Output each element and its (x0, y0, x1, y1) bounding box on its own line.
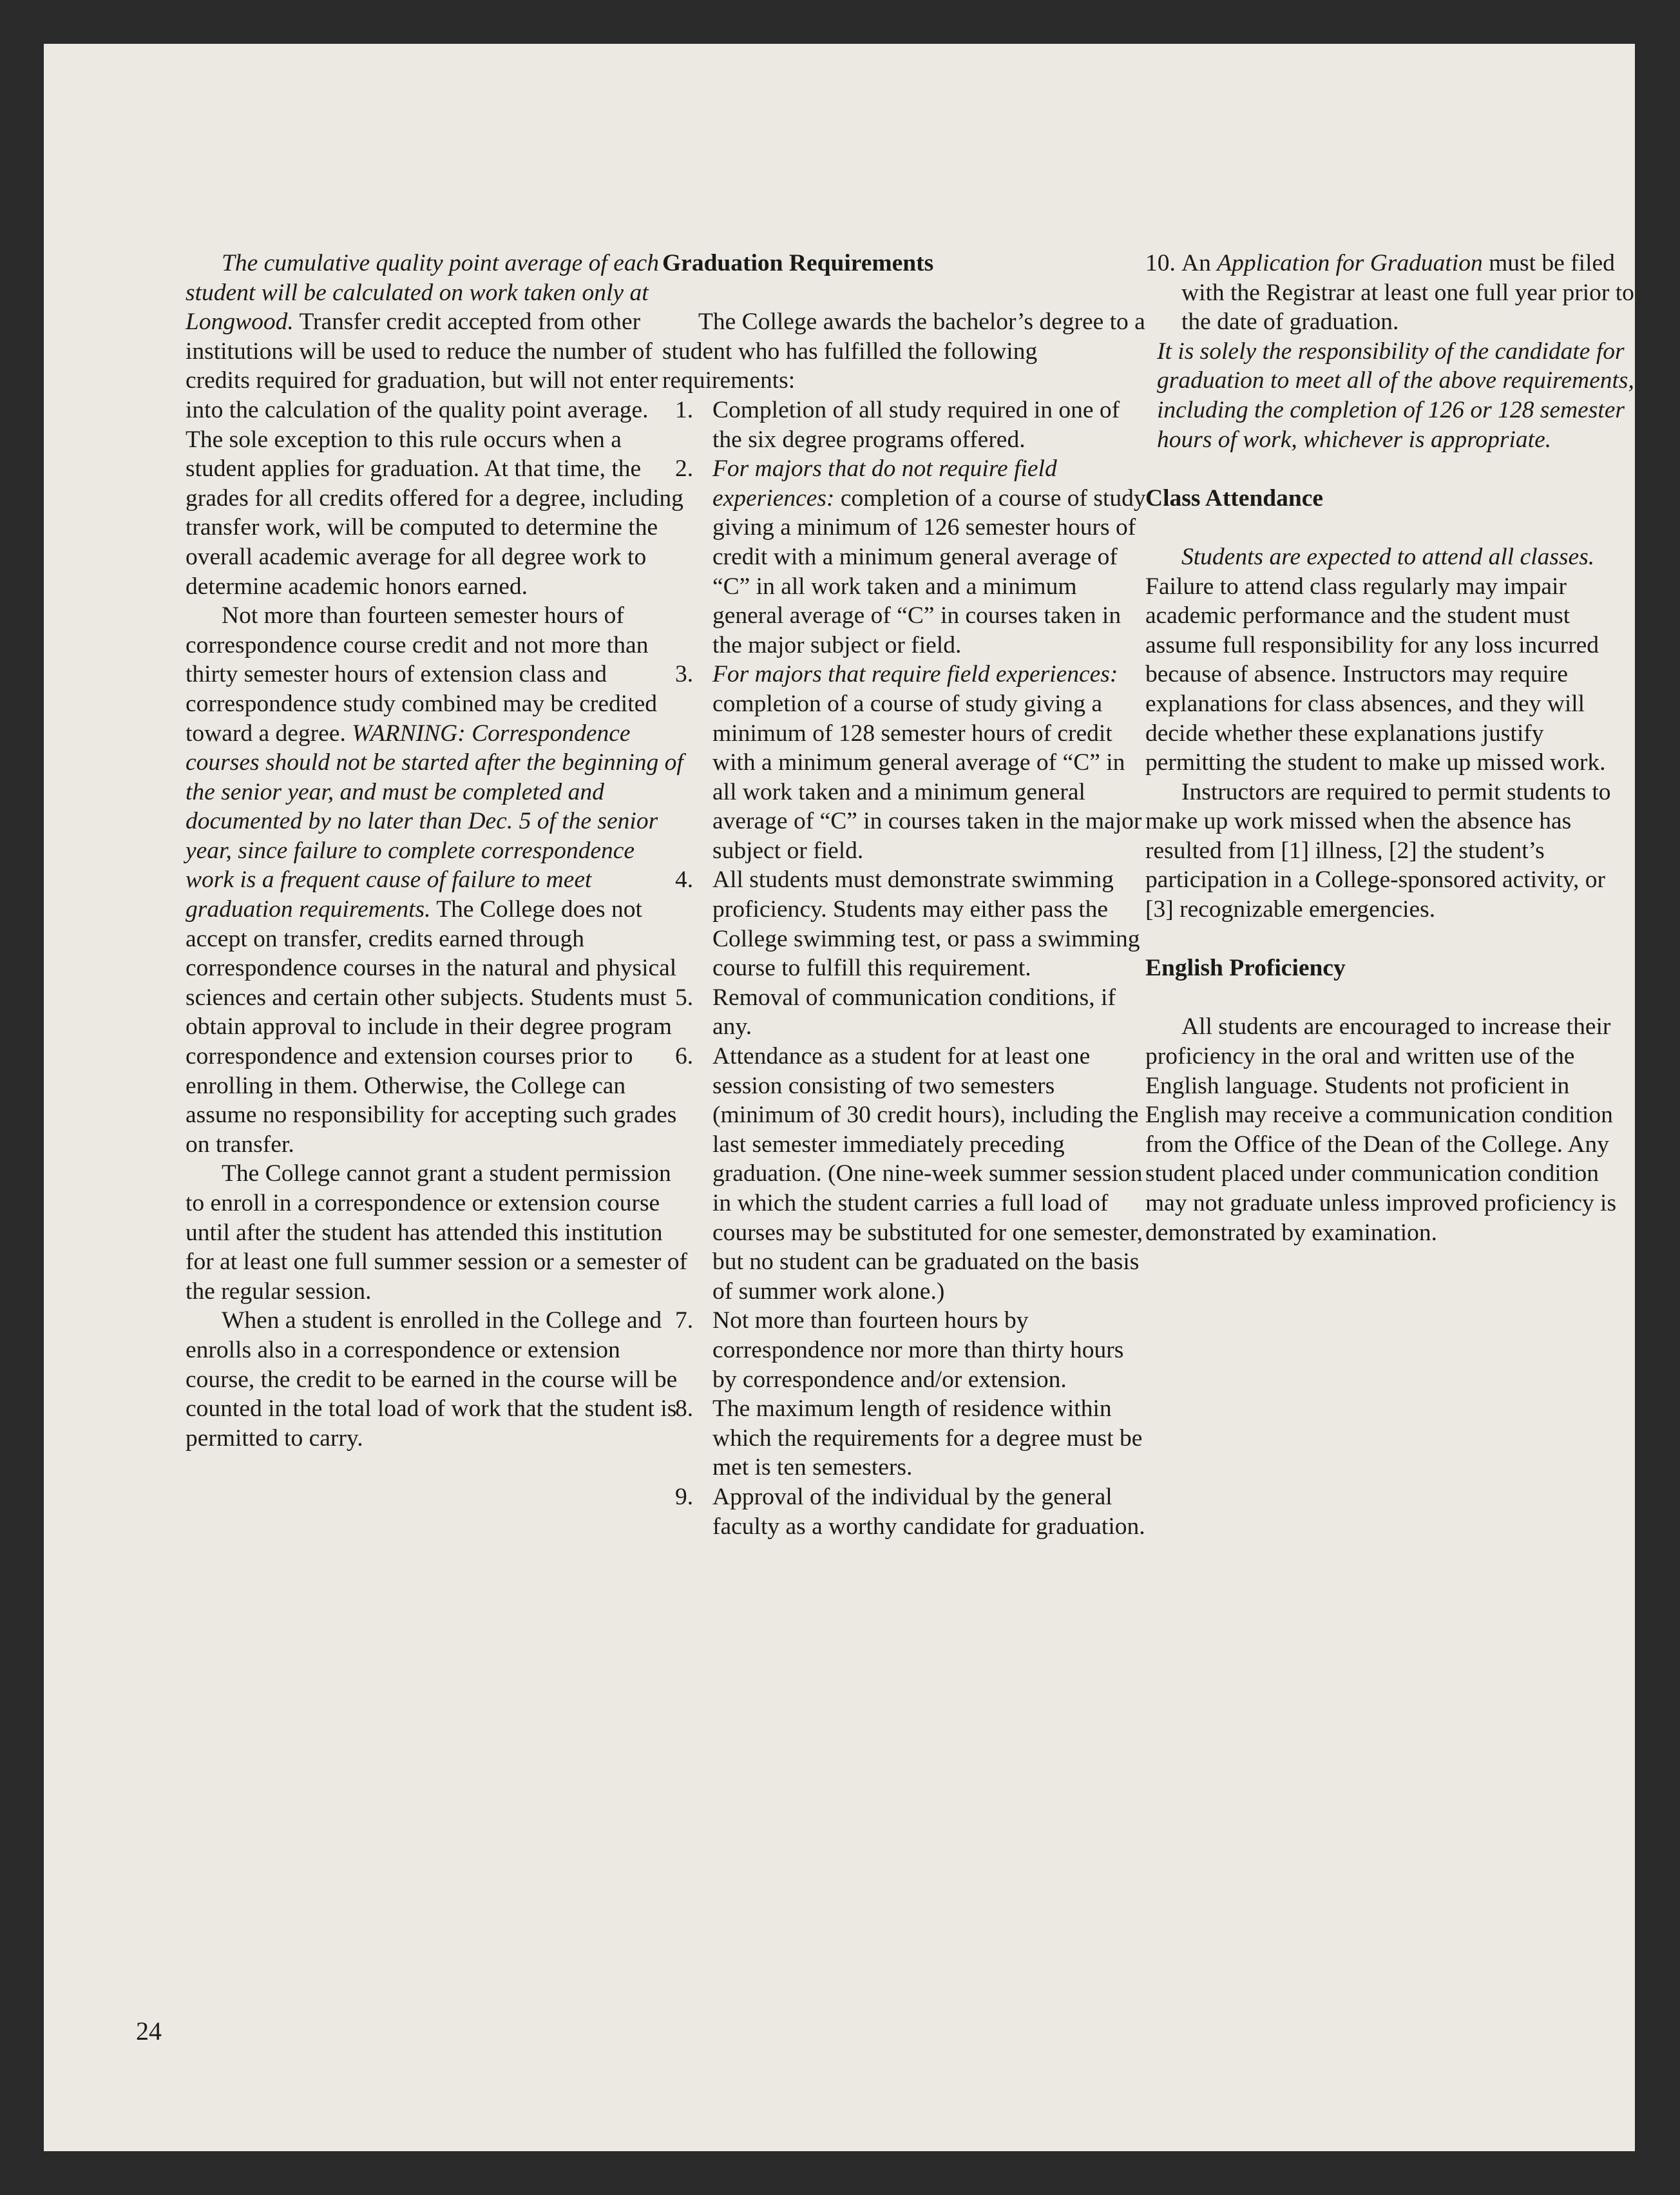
requirement-number: 10. (1145, 250, 1176, 276)
requirement-italic: For majors that do not require field experiences: (712, 455, 1057, 512)
correspondence-credit-start: Not more than fourteen semester hours of correspondence course credit and not more than thirty semester hours of extension class and correspondence study combined may be credited toward a degree. (186, 602, 658, 747)
requirement-text: The maximum length of residence within which the requirements for a degree must be met is ten semesters. (712, 1395, 1143, 1481)
requirement-text: Completion of all study required in one of the six degree programs offered. (712, 396, 1120, 453)
graduation-requirements-heading: Graduation Requirements (662, 250, 934, 276)
requirement-number: 6. (675, 1043, 694, 1070)
credit-load-paragraph: When a student is enrolled in the College and enrolls also in a correspondence or extension course, the credit to be earned in the course will be counted in the total load of work that the student is permitted to carry. (186, 1307, 678, 1452)
quality-point-text: Transfer credit accepted from other institutions will be used to reduce the number of credits required for graduation, but will not enter into the calculation of the quality point average. The sole exception to this rule occurs when a student applies for graduation. At that time, the grades for all credits offered for a degree, including transfer work, will be computed to determine the overall academic average for all degree work to determine academic honors earned. (186, 309, 683, 600)
requirement-text: Attendance as a student for at least one session consisting of two semesters (minimum of 30 credit hours), including the last semester immediately preceding graduation. (One nine-week summer session in which the student carries a full load of courses may be substituted for one semester, but no student can be graduated on the basis of summer work alone.) (712, 1043, 1143, 1305)
requirement-number: 9. (675, 1483, 694, 1510)
correspondence-warning: WARNING: Correspondence courses should not be started after the beginning of the senior year, and must be completed and documented by no later than Dec. 5 of the senior year, since failure to complete correspondence work is a frequent cause of failure to meet graduation requirements. (186, 720, 683, 923)
requirement-item (662, 1306, 1152, 1394)
requirement-item (662, 983, 1152, 1042)
requirement-text: Not more than fourteen hours by correspondence nor more than thirty hours by correspondence and/or extension. (712, 1307, 1124, 1393)
requirement-text: completion of a course of study giving a minimum of 128 semester hours of credit with a minimum general average of “C” in all work taken and a minimum general average of “C” in courses taken in the major subject or field. (712, 690, 1142, 864)
requirement-text: Approval of the individual by the general faculty as a worthy candidate for graduation. (712, 1483, 1145, 1540)
requirement-text: Removal of communication conditions, if any. (712, 984, 1116, 1040)
class-attendance-heading: Class Attendance (1145, 484, 1324, 512)
graduation-requirements-intro: The College awards the bachelor’s degree to a student who has fulfilled the following requirements: (662, 309, 1145, 394)
quality-point-paragraph (186, 249, 688, 601)
requirement-number: 3. (675, 661, 694, 688)
requirement-prefix: An (1181, 250, 1217, 276)
requirement-italic: For majors that require field experiences: (712, 661, 1118, 688)
application-for-graduation: Application for Graduation (1217, 250, 1483, 276)
requirements-list (662, 396, 1152, 1541)
requirement-number: 2. (675, 455, 694, 483)
requirement-text: completion of a course of study giving a minimum of 126 semester hours of credit with a minimum general average of “C” in all work taken and a minimum general average of “C” in courses taken in the major subject or field. (712, 484, 1146, 658)
requirement-text: must be filed with the Registrar at least one full year prior to the date of graduation. (1181, 250, 1634, 336)
requirement-item-10 (1145, 249, 1635, 337)
page-number: 24 (136, 2017, 162, 2046)
column-middle (662, 249, 1152, 1541)
class-attendance-text: Failure to attend class regularly may impair academic performance and the student must assume full responsibility for any loss incurred because of absence. Instructors may require explanations for class absences, and they will decide whether these explanations justify permitting the student to make up missed work. (1145, 573, 1606, 776)
responsibility-statement: It is solely the responsibility of the candidate for graduation to meet all of the above requirements, including the completion of 126 or 128 semester hours of work, whichever is appropriate. (1157, 338, 1634, 453)
class-attendance-italic: Students are expected to attend all classes. (1181, 543, 1595, 570)
correspondence-credit-end: The College does not accept on transfer, credits earned through correspondence courses in the natural and physical sciences and certain other subjects. Students must obtain approval to include in their degree program correspondence and extension courses prior to enrolling in them. Otherwise, the College can assume no responsibility for accepting such grades on transfer. (186, 896, 677, 1158)
requirement-item (662, 660, 1152, 865)
correspondence-credit-paragraph (186, 601, 688, 1159)
requirement-number: 4. (675, 867, 694, 894)
requirement-text: All students must demonstrate swimming proficiency. Students may either pass the College swimming test, or pass a swimming course to fulfill this requirement. (712, 867, 1140, 982)
column-left (186, 249, 688, 1453)
requirement-item (662, 1482, 1152, 1541)
requirement-item (662, 865, 1152, 982)
column-right (1145, 249, 1635, 1247)
requirement-number: 5. (675, 984, 694, 1011)
requirement-number: 8. (675, 1395, 694, 1423)
english-proficiency-paragraph: All students are encouraged to increase their proficiency in the oral and written use of the English language. Students not proficient in English may receive a communication condition from the Office of the Dean of the College. Any student placed under communication condition may not graduate unless improved proficiency is demonstrated by examination. (1145, 1013, 1617, 1246)
requirement-item (662, 1394, 1152, 1482)
class-attendance-paragraph (1145, 542, 1635, 778)
requirement-item (662, 454, 1152, 660)
quality-point-italic: The cumulative quality point average of each student will be calculated on work taken only at Longwood. (186, 250, 659, 336)
requirement-item (662, 396, 1152, 454)
english-proficiency-heading: English Proficiency (1145, 955, 1346, 982)
enrollment-permission-paragraph: The College cannot grant a student permission to enroll in a correspondence or extension course until after the student has attended this institution for at least one full summer session or a semester of the regular session. (186, 1160, 687, 1305)
requirement-number: 7. (675, 1307, 694, 1334)
requirement-number: 1. (675, 396, 694, 423)
document-page (44, 44, 1635, 2151)
requirement-item (662, 1042, 1152, 1306)
makeup-work-paragraph: Instructors are required to permit students to make up work missed when the absence has resulted from [1] illness, [2] the student’s participation in a College-sponsored activity, or [3] recognizable emergencies. (1145, 778, 1611, 923)
